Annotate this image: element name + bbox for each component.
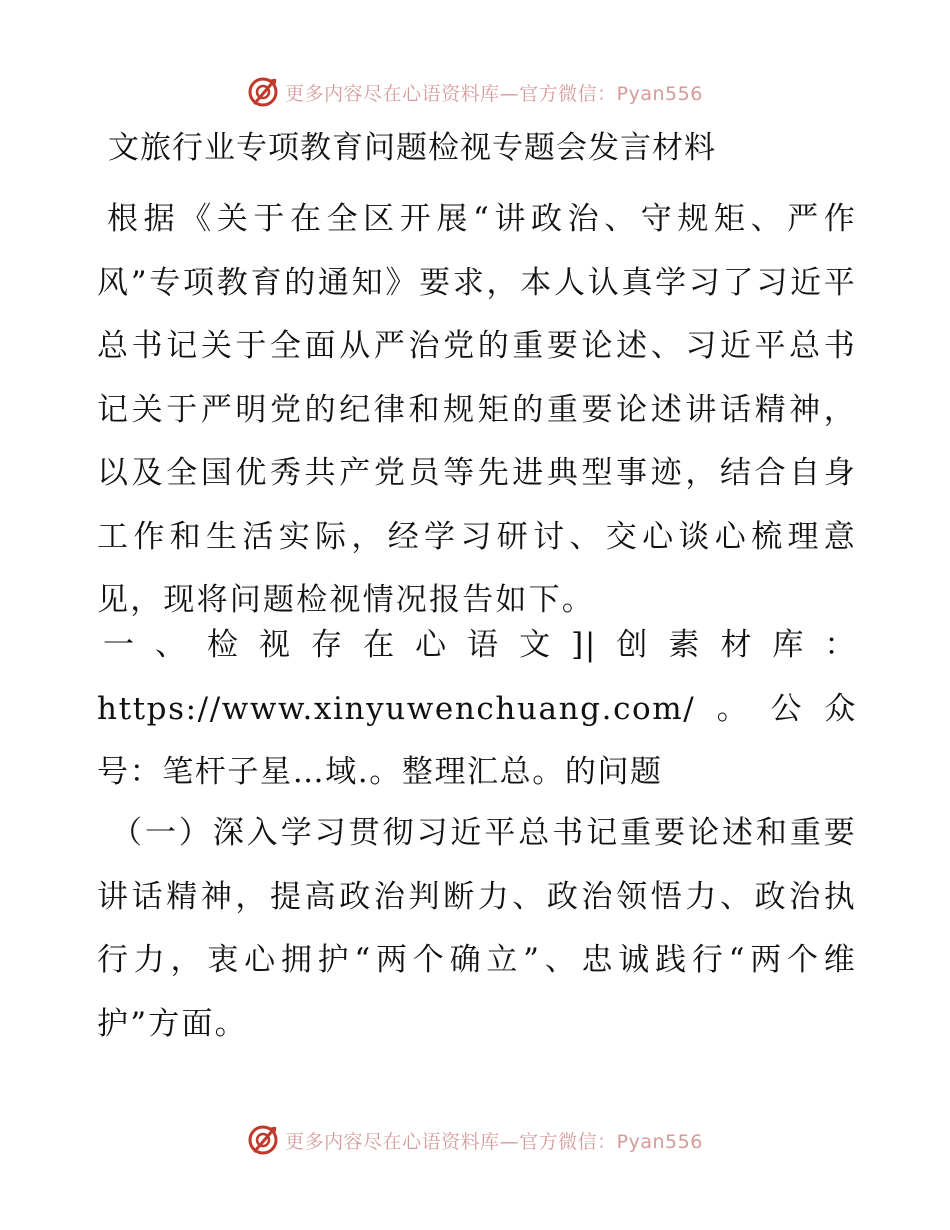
document-title: 文旅行业专项教育问题检视专题会发言材料 [108, 130, 716, 166]
section-heading-1: 一、检视存在心语文]|创素材库：https://www.xinyuwenchuang.com/。公众号：笔杆子星…域.。整理汇总。的问题 [97, 627, 857, 790]
watermark-footer [0, 1120, 950, 1160]
subsection-heading-1: （一）深入学习贯彻习近平总书记重要论述和重要讲话精神，提高政治判断力、政治领悟力、政治执行力，衷心拥护“两个确立”、忠诚践行“两个维护”方面。 [97, 815, 857, 1042]
brand-logo-icon [247, 1124, 279, 1156]
watermark-text: 更多内容尽在心语资料库—官方微信：Pyan556 [285, 82, 703, 105]
brand-logo-icon [247, 76, 279, 108]
watermark-header [0, 72, 950, 112]
paragraph-intro: 根据《关于在全区开展“讲政治、守规矩、严作风”专项教育的通知》要求，本人认真学习了习近平总书记关于全面从严治党的重要论述、习近平总书记关于严明党的纪律和规矩的重要论述讲话精神，以及全国优秀共产党员等先进典型事迹，结合自身工作和生活实际，经学习研讨、交心谈心梳理意见，现将问题检视情况报告如下。 [97, 201, 857, 618]
watermark-text: 更多内容尽在心语资料库—官方微信：Pyan556 [285, 1130, 703, 1153]
